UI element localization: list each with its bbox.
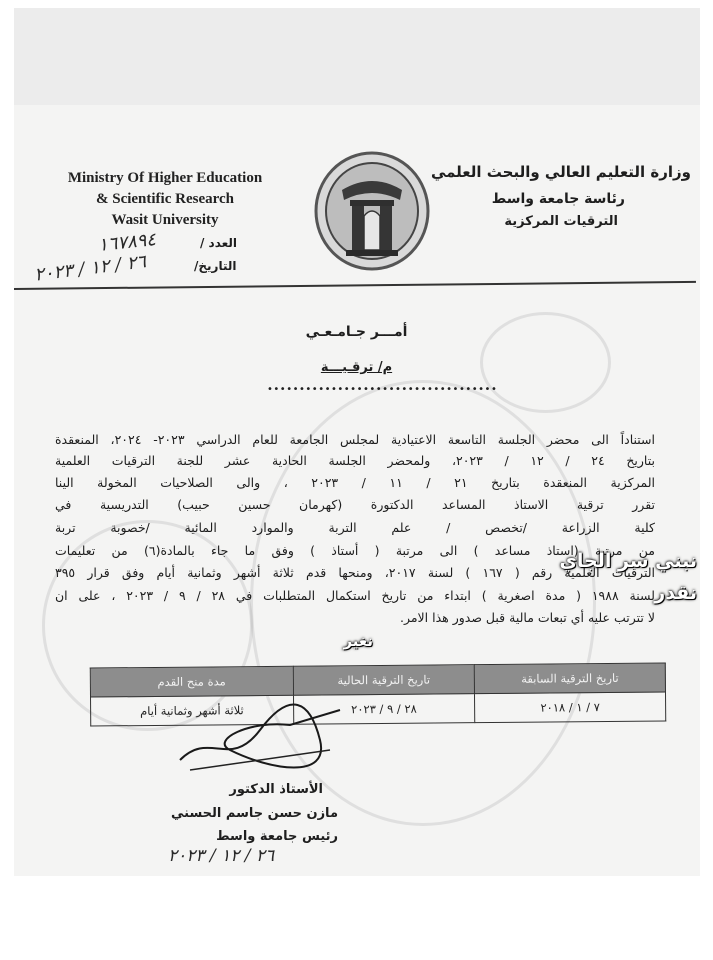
university-presidency-arabic: رئاسة جامعة واسط — [491, 191, 625, 207]
reference-date-value: ٢٦ / ١٢ / ٢٠٢٣ — [33, 251, 148, 286]
overlay-text-3: نغير — [343, 632, 373, 650]
header-current-promotion-date: تاريخ الترقية الحالية — [293, 665, 475, 696]
reference-date-label: التاريخ/ — [194, 259, 237, 273]
body-line: استناداً الى محضر الجلسة التاسعة الاعتيادية لمجلس الجامعة للعام الدراسي ٢٠٢٣- ٢٠٢٤، المنعقدة — [55, 432, 655, 447]
body-line: كلية الزراعة /تخصص / علم التربة والموارد المائية /خصوبة تربة — [55, 520, 655, 535]
body-line: الترقيات العلمية رقم ( ١٦٧ ) لسنة ٢٠١٧، ومنحها قدم ثلاثة أشهر وثمانية أيام وفق قرار ٣٩٥ — [55, 565, 655, 580]
overlay-text-1: نبني سر الجاي — [559, 550, 697, 572]
body-line: بتاريخ ٢٤ / ١٢ / ٢٠٢٣، ولمحضر الجلسة الحادية عشر للجنة الترقيات العلمية — [55, 453, 655, 468]
body-line: من مرتبة (استاذ مساعد ) الى مرتبة ( أستاذ ) وفق ما جاء بالمادة(٦) من تعليمات — [55, 543, 655, 558]
body-line: لسنة ١٩٨٨ ( مدة اصغرية ) ابتداء من تاريخ استكمال المتطلبات في ٢٨ / ٩ / ٢٠٢٣ ، على ان — [55, 588, 655, 603]
header-seniority-period: مدة منح القدم — [90, 666, 293, 697]
ministry-name-english-2: & Scientific Research — [95, 191, 235, 207]
university-logo — [312, 150, 432, 272]
body-line-last: لا تترتب عليه أي تبعات مالية قبل صدور هذا الامر. — [399, 610, 655, 625]
body-line: المركزية المنعقدة بتاريخ ٢١ / ١١ / ٢٠٢٣ ، والى الصلاحيات المخولة الينا — [55, 475, 655, 490]
separator-dots: •••••••••••••••••••••••••••••••••••• — [267, 384, 498, 395]
signature-scribble — [170, 690, 350, 780]
reference-number-value: ١٦٧٨٩٤ — [97, 229, 157, 256]
reference-number-label: العدد / — [200, 236, 238, 250]
signatory-title: الأستاذ الدكتور — [229, 782, 323, 797]
ministry-name-arabic: وزارة التعليم العالي والبحث العلمي — [430, 163, 691, 181]
seniority-period: ثلاثة أشهر وثمانية أيام — [91, 695, 294, 726]
overlay-text-2: نقدر — [654, 582, 697, 604]
previous-promotion-date: ٧ / ١ / ٢٠١٨ — [475, 692, 666, 723]
department-arabic: الترقيات المركزية — [504, 214, 618, 229]
signatory-position: رئيس جامعة واسط — [216, 829, 338, 844]
order-title: أمـــر جـامـعـي — [305, 324, 408, 340]
signature-date: ٢٦ / ١٢ / ٢٠٢٣ — [168, 846, 275, 866]
current-promotion-date: ٢٨ / ٩ / ٢٠٢٣ — [293, 694, 475, 725]
body-line: تقرر ترقية الاستاذ المساعد الدكتورة (كهرمان حسين حبيب) التدريسية في — [55, 497, 655, 512]
university-name-english: Wasit University — [111, 212, 219, 228]
order-subject: م/ ترقـيـــة — [320, 360, 393, 375]
ministry-name-english: Ministry Of Higher Education — [67, 170, 263, 186]
signatory-name: مازن حسن جاسم الحسني — [170, 806, 338, 821]
header-previous-promotion-date: تاريخ الترقية السابقة — [474, 663, 665, 694]
